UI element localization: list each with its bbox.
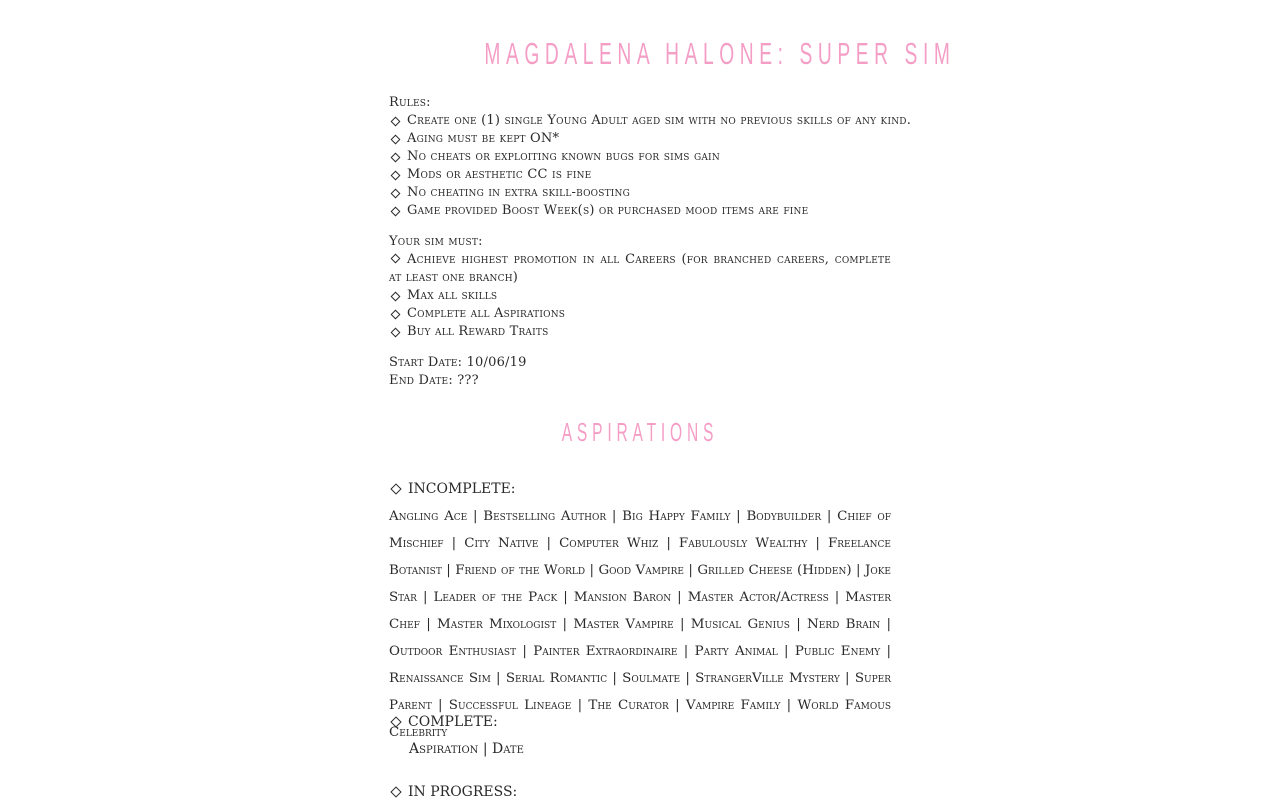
diamond-bullet-icon: [391, 116, 401, 126]
requirements-heading: Your sim must:: [389, 234, 483, 249]
start-date: Start Date: 10/06/19: [389, 355, 527, 370]
rules-heading: Rules:: [389, 95, 431, 110]
list-item: Max all skills: [389, 287, 891, 305]
incomplete-heading: INCOMPLETE:: [389, 479, 516, 499]
list-item: Game provided Boost Week(s) or purchased mood items are fine: [389, 202, 891, 220]
diamond-bullet-icon: [391, 170, 401, 180]
dates-section: [389, 354, 891, 390]
diamond-bullet-icon: [390, 716, 401, 727]
diamond-bullet-icon: [391, 206, 401, 216]
complete-table-header: Aspiration | Date: [409, 741, 524, 757]
aspirations-title: ASPIRATIONS: [561, 417, 719, 447]
complete-heading: COMPLETE:: [389, 712, 498, 732]
rules-section: [389, 94, 912, 220]
page-title: MAGDALENA HALONE: SUPER SIM: [484, 36, 956, 71]
diamond-bullet-icon: [391, 327, 401, 337]
diamond-bullet-icon: [391, 188, 401, 198]
list-item: Achieve highest promotion in all Careers (for branched careers, complete at least one branch): [389, 252, 891, 285]
diamond-bullet-icon: [391, 134, 401, 144]
list-item: Mods or aesthetic CC is fine: [389, 166, 891, 184]
diamond-bullet-icon: [390, 786, 401, 797]
list-item: Buy all Reward Traits: [389, 323, 891, 341]
diamond-bullet-icon: [391, 254, 401, 264]
requirements-section: [389, 233, 891, 341]
diamond-bullet-icon: [391, 309, 401, 319]
diamond-bullet-icon: [391, 152, 401, 162]
list-item: Create one (1) single Young Adult aged sim with no previous skills of any kind.: [389, 112, 891, 130]
end-date: End Date: ???: [389, 373, 479, 388]
diamond-bullet-icon: [390, 483, 401, 494]
diamond-bullet-icon: [391, 291, 401, 301]
list-item: Complete all Aspirations: [389, 305, 891, 323]
list-item: No cheating in extra skill-boosting: [389, 184, 891, 202]
incomplete-aspirations-list: Angling Ace | Bestselling Author | Big Happy Family | Bodybuilder | Chief of Mischief | City Native | Computer Whiz | Fabulously Wealthy | Freelance Botanist | Friend of the World | Good Vampire | Grilled Cheese (Hidden) | Joke Star | Leader of the Pack | Mansion Baron | Master Actor/Actress | Master Chef | Master Mixologist | Master Vampire | Musical Genius | Nerd Brain | Outdoor Enthusiast | Painter Extraordinaire | Party Animal | Public Enemy | Renaissance Sim | Serial Romantic | Soulmate | StrangerVille Mystery | Super Parent | Successful Lineage | The Curator | Vampire Family | World Famous Celebrity: [389, 509, 891, 740]
list-item: No cheats or exploiting known bugs for sims gain: [389, 148, 891, 166]
list-item: Aging must be kept ON*: [389, 130, 891, 148]
in-progress-heading: IN PROGRESS:: [389, 782, 517, 802]
